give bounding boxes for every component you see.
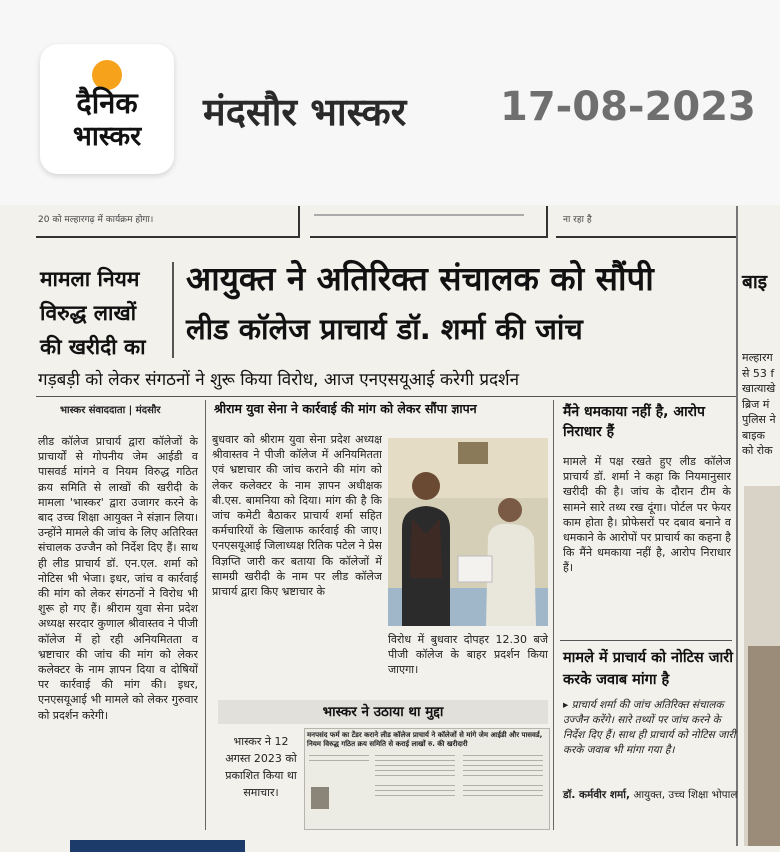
top-strip-cut-text — [314, 214, 524, 216]
denial-headline: मैंने धमकाया नहीं है, आरोप निराधार हैं — [563, 404, 705, 440]
column-divider — [205, 400, 206, 830]
divider — [556, 236, 736, 238]
logo-text-line1: दैनिक — [76, 86, 138, 120]
side-headline: मामला नियम विरुद्ध लाखों की खरीदी का — [40, 267, 146, 359]
divider — [36, 396, 736, 397]
edition-date: 17-08-2023 — [500, 84, 756, 130]
divider — [546, 206, 548, 238]
divider — [310, 236, 546, 238]
clipping-headline: मनपसंद फर्म का टेंडर कराने लीड कॉलेज प्राचार्य ने कॉलेजों से मांगे जेम आईडी और पासवर्ड, नियम विरुद्ध गठित क्रय समिति से कराई लाखों रु. की खरीदारी — [307, 731, 543, 748]
next-column-photo-fragment — [744, 486, 780, 846]
top-strip-text-left: 20 को मल्हारगढ़ में कार्यक्रम होगा। — [38, 215, 154, 225]
clipping-photo — [311, 787, 329, 809]
logo-text-line2: भास्कर — [72, 121, 142, 152]
divider — [560, 640, 732, 641]
signature-title: आयुक्त, उच्च शिक्षा भोपाल — [633, 789, 738, 801]
previous-issue-headline: भास्कर ने उठाया था मुद्दा — [218, 700, 548, 724]
top-strip-text-right: ना रहा है — [563, 215, 592, 225]
notice-headline: मामले में प्राचार्य को नोटिस जारी करके जवाब मांगा है — [563, 650, 733, 688]
commissioner-signature — [563, 788, 738, 803]
divider — [298, 206, 300, 238]
next-column-text-fragment: मल्हारग से 53 f खात्याखे ब्रिज मं पुलिस ने बाइक को रोक — [742, 351, 776, 457]
main-subheadline: गड़बड़ी को लेकर संगठनों ने शुरू किया विरोध, आज एनएसयूआई करेगी प्रदर्शन — [38, 370, 520, 390]
signature-name: डॉ. कर्मवीर शर्मा, — [563, 789, 630, 801]
memo-story-continuation: विरोध में बुधवार दोपहर 12.30 बजे पीजी कॉलेज के बाहर प्रदर्शन किया जाएगा। — [388, 633, 548, 677]
memo-story-body: बुधवार को श्रीराम युवा सेना प्रदेश अध्यक्ष श्रीवास्तव ने पीजी कॉलेज में अनियमितता एवं भ्रष्टाचार की जांच कराने की मांग को लेकर कलेक्टर के नाम ज्ञापन अधीक्षक बी.एस. बामनिया को दिया। मांग की है कि जांच कमेटी बैठाकर प्राचार्य शर्मा सहित कर्मचारियों के खिलाफ कार्रवाई की जाए। एनएसयूआई जिलाध्यक्ष रितिक पटेल ने प्रेस विज्ञप्ति जारी कर बताया कि कॉलेजों में सामग्री खरीदी के नाम पर लीड कॉलेज प्राचार्य द्वारा किए भ्रष्टाचार के — [212, 433, 382, 599]
footer-banner-fragment — [70, 840, 245, 852]
divider — [36, 236, 298, 238]
main-headline-line2: लीड कॉलेज प्राचार्य डॉ. शर्मा की जांच — [186, 312, 583, 346]
dainik-bhaskar-logo[interactable] — [40, 44, 174, 174]
main-headline-line1: आयुक्त ने अतिरिक्त संचालक को सौंपी — [186, 259, 654, 298]
next-column-headline-fragment: बाइ — [742, 271, 768, 293]
main-story-body: लीड कॉलेज प्राचार्य द्वारा कॉलेजों के प्राचार्यों से गोपनीय जेम आईडी व पासवर्ड मांगने व नियम विरुद्ध गठित क्रय समिति से लाखों की खरीदी के मामला 'भास्कर' द्वारा उजागर करने के बाद उच्च शिक्षा आयुक्त ने संज्ञान लिया। उन्होंने मामले की जांच के लिए अतिरिक्त संचालक उज्जैन को निर्देश दिए हैं। साथ ही लीड प्राचार्य डॉ. एन.एल. शर्मा को नोटिस भी भेजा। इधर, जांच व कार्रवाई की मांग को लेकर संगठनों ने विरोध भी शुरू हो गए हैं। श्रीराम युवा सेना प्रदेश अध्यक्ष सरदार कुणाल श्रीवास्तव ने पीजी कॉलेज में हो रही अनियमितता व भ्रष्टाचार की जांच की मांग को लेकर कलेक्टर के नाम ज्ञापन दिया व दोषियों पर कार्रवाई की मांग की। इधर, एनएसयूआई भी मामले को लेकर गुरुवार को प्रदर्शन करेगी। — [38, 435, 198, 722]
denial-story-body: मामले में पक्ष रखते हुए लीड कॉलेज प्राचार्य डॉ. शर्मा ने कहा कि नियमानुसार खरीदी की है। जांच के दौरान टीम के सामने सारे तथ्य रख दूंगा। पोर्टल पर फेयर काम होता है। प्रोफेसरों पर दबाव बनाने व धमकाने के आरोपों पर प्राचार्य का कहना है कि मैंने धमकाया नहीं है, आरोप निराधार हैं। — [563, 455, 731, 575]
previous-issue-text: भास्कर ने 12 अगस्त 2023 को प्रकाशित किया था समाचार। — [225, 735, 297, 799]
previous-issue-clipping — [304, 728, 550, 830]
byline: भास्कर संवाददाता | मंदसौर — [60, 405, 161, 416]
edition-title: मंदसौर भास्कर — [203, 90, 407, 134]
memo-photo — [388, 438, 548, 626]
divider — [172, 262, 174, 358]
column-divider — [553, 400, 554, 830]
memo-headline: श्रीराम युवा सेना ने कार्रवाई की मांग को लेकर सौंपा ज्ञापन — [214, 401, 477, 416]
commissioner-quote: ▸ प्राचार्य शर्मा की जांच अतिरिक्त संचालक उज्जैन करेंगे। सारे तथ्यों पर जांच करने के निर्देश दिए हैं। साथ ही प्राचार्य को नोटिस जारी करके जवाब भी मांगा गया है। — [563, 699, 736, 756]
